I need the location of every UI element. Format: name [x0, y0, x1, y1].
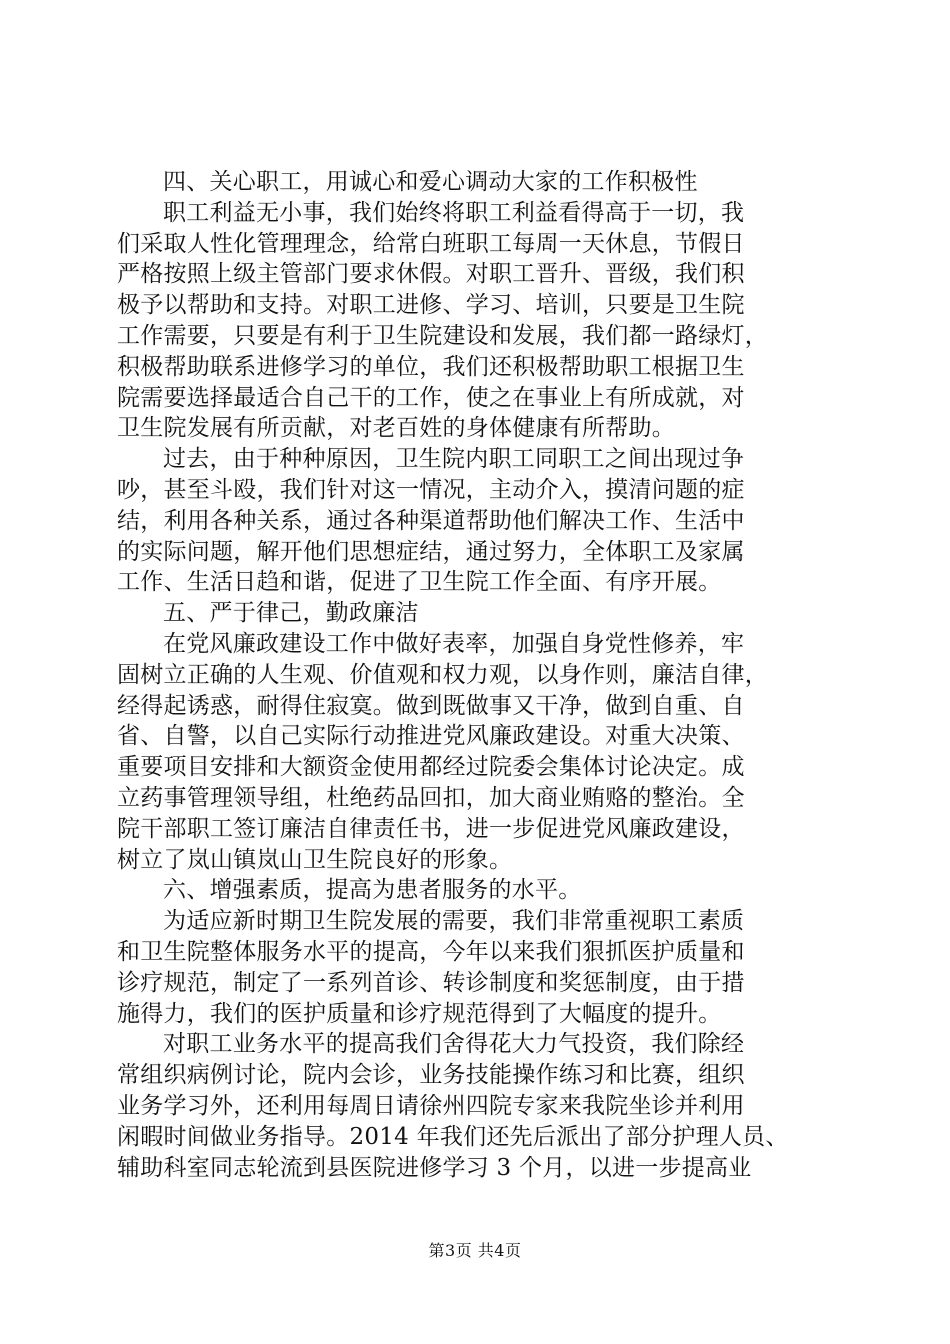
text-line: 和卫生院整体服务水平的提高，今年以来我们狠抓医护质量和: [117, 938, 745, 965]
text-line: 院需要选择最适合自己干的工作，使之在事业上有所成就，对: [117, 384, 745, 411]
text-line: 业务学习外，还利用每周日请徐州四院专家来我院坐诊并利用: [117, 1092, 745, 1119]
text-line: 院干部职工签订廉洁自律责任书，进一步促进党风廉政建设，: [117, 815, 745, 842]
paragraph-first-line: 在党风廉政建设工作中做好表率，加强自身党性修养，牢: [163, 630, 745, 657]
text-line: 辅助科室同志轮流到县医院进修学习 3 个月，以进一步提高业: [117, 1154, 752, 1181]
paragraph-first-line: 过去，由于种种原因，卫生院内职工同职工之间出现过争: [163, 446, 745, 473]
text-line: 诊疗规范，制定了一系列首诊、转诊制度和奖惩制度，由于措: [117, 969, 745, 996]
section-heading: 四、关心职工，用诚心和爱心调动大家的工作积极性: [163, 169, 698, 195]
section-heading: 五、严于律己，勤政廉洁: [163, 600, 419, 627]
text-line: 吵，甚至斗殴，我们针对这一情况，主动介入，摸清问题的症: [117, 476, 745, 503]
text-line: 固树立正确的人生观、价值观和权力观，以身作则，廉洁自律，: [117, 661, 768, 688]
text-line: 重要项目安排和大额资金使用都经过院委会集体讨论决定。成: [117, 754, 745, 781]
text-line: 的实际问题，解开他们思想症结，通过努力，全体职工及家属: [117, 538, 745, 565]
paragraph-first-line: 对职工业务水平的提高我们舍得花大力气投资，我们除经: [163, 1031, 745, 1058]
text-line: 经得起诱惑，耐得住寂寞。做到既做事又干净，做到自重、自: [117, 692, 745, 719]
text-line: 严格按照上级主管部门要求休假。对职工晋升、晋级，我们积: [117, 261, 745, 288]
text-line: 施得力，我们的医护质量和诊疗规范得到了大幅度的提升。: [117, 1000, 722, 1027]
text-line: 工作需要，只要是有利于卫生院建设和发展，我们都一路绿灯，: [117, 322, 768, 349]
text-line: 闲暇时间做业务指导。2014 年我们还先后派出了部分护理人员、: [117, 1123, 789, 1150]
text-line: 树立了岚山镇岚山卫生院良好的形象。: [117, 846, 513, 873]
page-footer: 第3页 共4页: [428, 1241, 522, 1260]
text-line: 结，利用各种关系，通过各种渠道帮助他们解决工作、生活中: [117, 507, 745, 534]
paragraph-first-line: 为适应新时期卫生院发展的需要，我们非常重视职工素质: [163, 908, 745, 935]
paragraph-first-line: 职工利益无小事，我们始终将职工利益看得高于一切，我: [163, 199, 745, 226]
text-line: 立药事管理领导组，杜绝药品回扣，加大商业贿赂的整治。全: [117, 784, 745, 811]
section-heading: 六、增强素质，提高为患者服务的水平。: [163, 877, 582, 904]
text-line: 积极帮助联系进修学习的单位，我们还积极帮助职工根据卫生: [117, 353, 745, 380]
text-line: 们采取人性化管理理念，给常白班职工每周一天休息，节假日: [117, 230, 745, 257]
text-line: 常组织病例讨论，院内会诊，业务技能操作练习和比赛，组织: [117, 1062, 745, 1089]
document-body: [117, 167, 833, 1183]
text-line: 省、自警，以自己实际行动推进党风廉政建设。对重大决策、: [117, 723, 745, 750]
text-line: 极予以帮助和支持。对职工进修、学习、培训，只要是卫生院: [117, 292, 745, 319]
text-line: 卫生院发展有所贡献，对老百姓的身体健康有所帮助。: [117, 415, 675, 442]
text-line: 工作、生活日趋和谐，促进了卫生院工作全面、有序开展。: [117, 569, 722, 596]
